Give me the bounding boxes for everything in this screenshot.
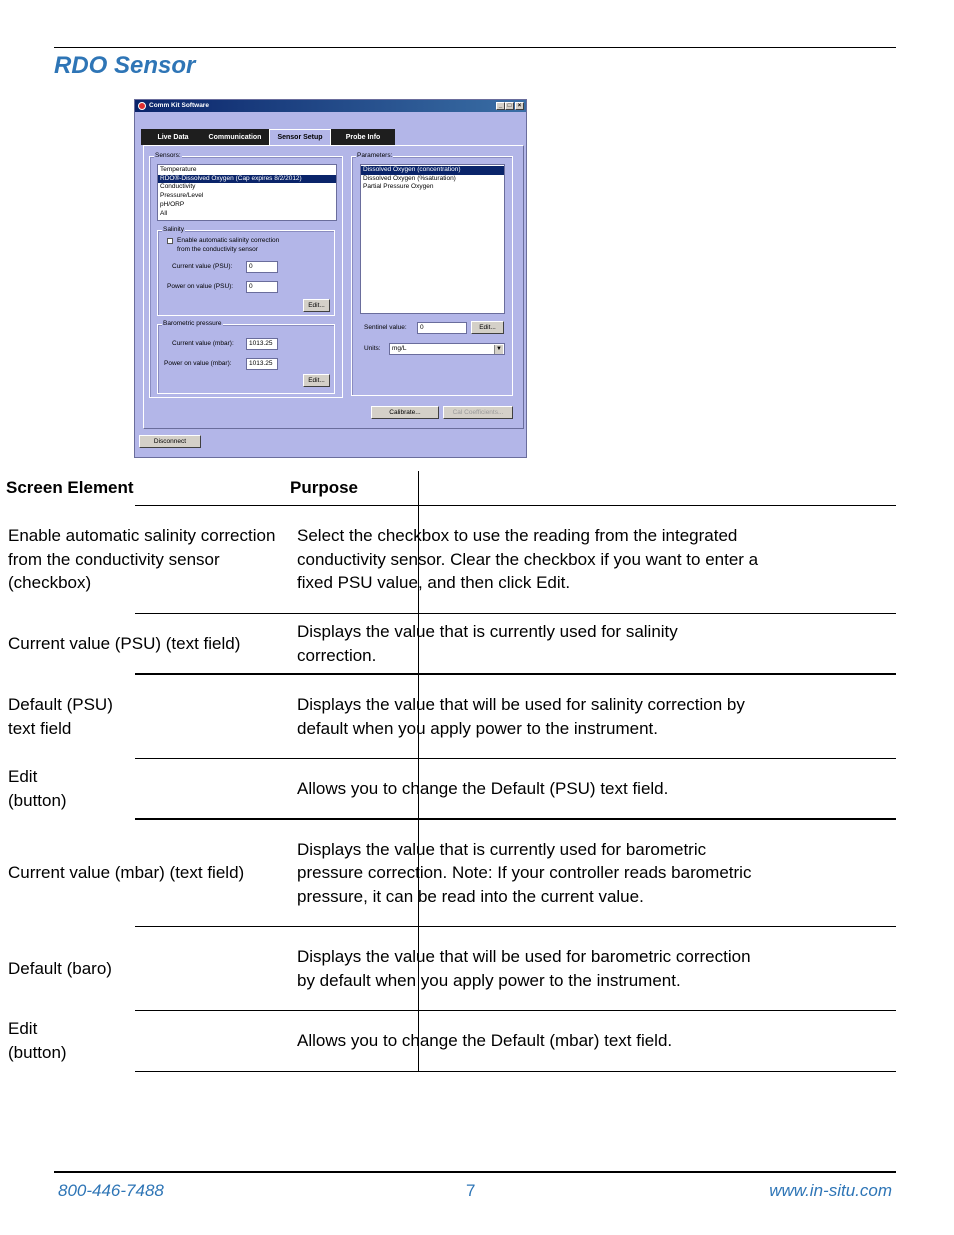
list-item[interactable]: Pressure/Level: [160, 192, 204, 200]
row-purpose: Allows you to change the Default (mbar) text field.: [297, 1030, 673, 1050]
salinity-current-field[interactable]: 0: [246, 261, 278, 273]
baro-current-label: Current value (mbar):: [172, 340, 234, 347]
list-item[interactable]: Temperature: [160, 166, 197, 173]
baro-edit-button[interactable]: Edit...: [303, 374, 330, 387]
table-row: [0, 614, 761, 673]
row-purpose: Select the checkbox to use the reading from the integrated conductivity sensor. Clear the checkbox if you want to enter a fixed PSU value, and then click Edit.: [297, 526, 759, 593]
table-row: [0, 675, 761, 758]
tab-live-data[interactable]: Live Data: [145, 130, 201, 145]
table-row: [0, 820, 761, 926]
row-element: Enable automatic salinity correction from the conductivity sensor (checkbox): [8, 526, 276, 593]
row-purpose: Displays the value that will be used for salinity correction by default when you apply power to the instrument.: [297, 695, 745, 738]
salinity-power-on-field[interactable]: 0: [246, 281, 278, 293]
row-purpose: Displays the value that is currently used for salinity correction.: [297, 622, 678, 665]
barometric-label: Barometric pressure: [163, 320, 222, 327]
list-item[interactable]: Partial Pressure Oxygen: [363, 183, 434, 191]
sentinel-edit-button[interactable]: Edit...: [471, 321, 504, 334]
app-icon: [138, 102, 146, 110]
list-item[interactable]: All: [160, 209, 168, 217]
parameters-label: Parameters:: [357, 152, 393, 159]
minimize-icon[interactable]: _: [496, 102, 505, 110]
disconnect-button[interactable]: Disconnect: [139, 435, 201, 448]
tab-probe-info[interactable]: Probe Info: [331, 130, 395, 145]
table-row: [0, 506, 761, 613]
table-header-row: [0, 471, 761, 505]
comm-kit-window-screenshot: [134, 99, 527, 458]
row-element: Current value (PSU) (text field): [8, 633, 241, 653]
salinity-checkbox-label: Enable automatic salinity correction: [177, 237, 280, 244]
row-purpose: Allows you to change the Default (PSU) text field.: [297, 778, 669, 798]
header-rule: [54, 47, 896, 48]
maximize-icon[interactable]: □: [505, 102, 514, 110]
salinity-label: Salinity: [163, 226, 184, 233]
table-rule: [135, 1071, 896, 1072]
baro-current-field[interactable]: 1013.25: [246, 338, 278, 350]
table-header-purpose: Purpose: [290, 478, 359, 498]
table-row: [0, 1011, 761, 1070]
list-item[interactable]: Dissolved Oxygen (concentration): [361, 166, 504, 175]
tab-sensor-setup[interactable]: Sensor Setup: [269, 129, 331, 146]
salinity-current-label: Current value (PSU):: [172, 263, 233, 270]
row-element: Edit (button): [8, 767, 67, 810]
sensors-listbox[interactable]: [157, 164, 337, 221]
salinity-checkbox-label-line2: from the conductivity sensor: [177, 246, 258, 253]
row-element: Default (baro): [8, 958, 112, 978]
salinity-checkbox[interactable]: [167, 238, 173, 244]
window-title: Comm Kit Software: [149, 102, 209, 109]
list-item[interactable]: Dissolved Oxygen (%saturation): [363, 174, 456, 182]
sentinel-field[interactable]: 0: [417, 322, 467, 334]
table-header-element: Screen Element: [6, 478, 134, 498]
parameters-listbox[interactable]: [360, 164, 505, 314]
page-title: RDO Sensor: [54, 52, 196, 79]
footer-page-number: 7: [466, 1181, 476, 1200]
baro-power-on-field[interactable]: 1013.25: [246, 358, 278, 370]
units-label: Units:: [364, 345, 381, 352]
row-element: Default (PSU) text field: [8, 695, 113, 738]
calibrate-button[interactable]: Calibrate...: [371, 406, 439, 419]
baro-power-on-label: Power on value (mbar):: [164, 360, 232, 367]
row-element: Current value (mbar) (text field): [8, 863, 245, 883]
salinity-edit-button[interactable]: Edit...: [303, 299, 330, 312]
sensors-label: Sensors:: [155, 152, 181, 159]
list-item[interactable]: pH/ORP: [160, 200, 185, 208]
table-row: [0, 759, 761, 818]
row-purpose: Displays the value that will be used for barometric correction by default when you apply power to the instrument.: [297, 947, 751, 990]
tab-communication[interactable]: Communication: [201, 130, 269, 145]
row-element: Edit (button): [8, 1019, 67, 1062]
row-purpose: Displays the value that is currently used for barometric pressure correction. Note: If your controller reads barometric pressure, it can be read into the current value.: [297, 839, 752, 906]
close-icon[interactable]: ×: [515, 102, 524, 110]
footer-phone: 800-446-7488: [58, 1181, 164, 1200]
cal-coefficients-button: Cal Coefficients...: [443, 406, 513, 419]
window-titlebar: [135, 100, 526, 112]
salinity-power-on-label: Power on value (PSU):: [167, 283, 234, 290]
list-item[interactable]: RDO®-Dissolved Oxygen (Cap expires 8/2/2012): [158, 175, 336, 184]
chevron-down-icon[interactable]: ▼: [494, 345, 503, 354]
list-item[interactable]: Conductivity: [160, 183, 196, 191]
units-value: mg/L: [392, 345, 407, 352]
units-select[interactable]: [389, 343, 505, 355]
sentinel-label: Sentinel value:: [364, 324, 407, 331]
footer-website[interactable]: www.in-situ.com: [769, 1181, 892, 1200]
footer-rule: [54, 1171, 896, 1173]
table-row: [0, 927, 761, 1010]
